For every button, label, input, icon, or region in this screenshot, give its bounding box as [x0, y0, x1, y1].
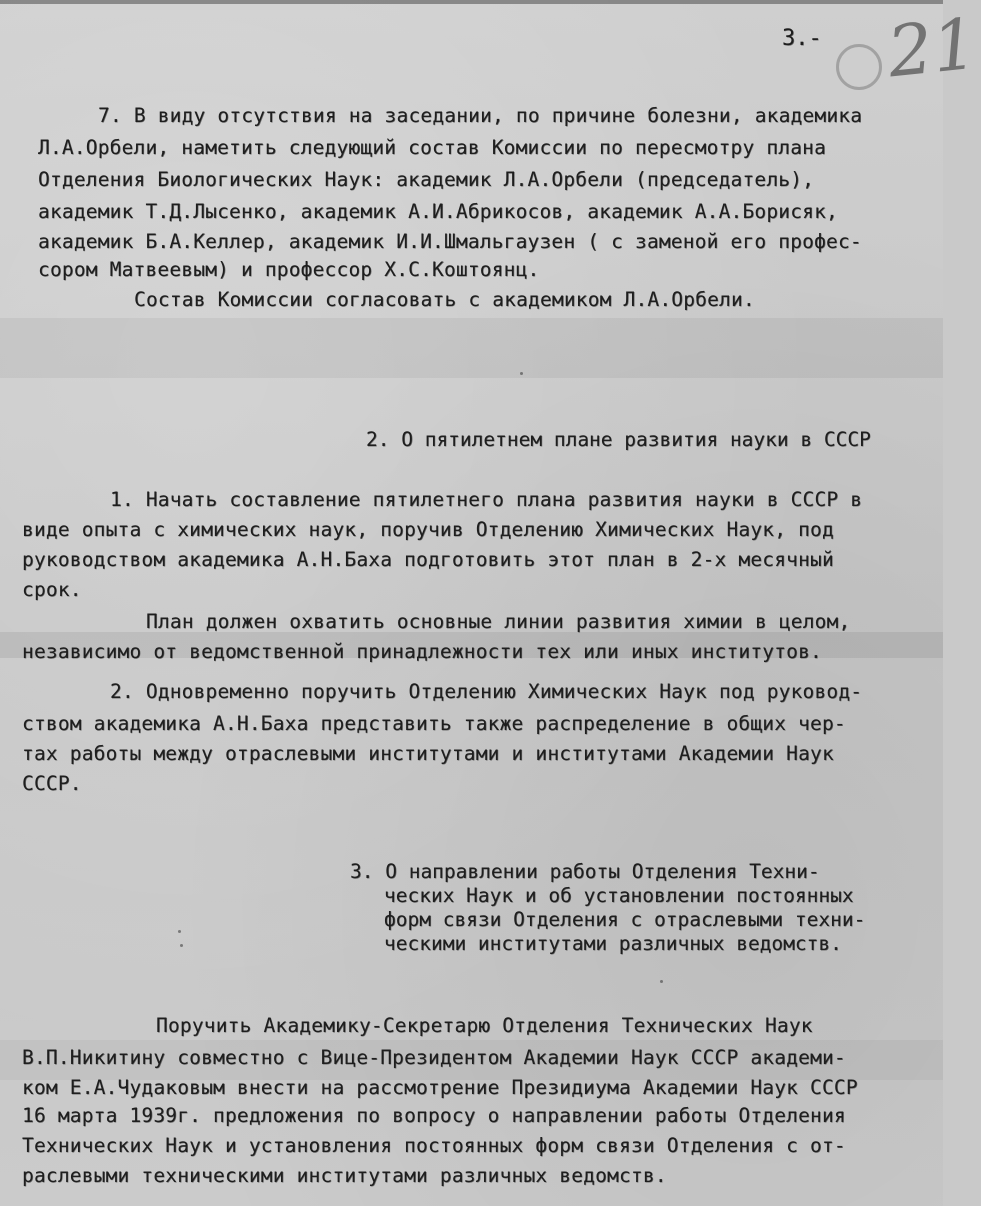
scan-speck	[520, 372, 523, 375]
text-line: Л.А.Орбели, наметить следующий состав Комиссии по пересмотру плана	[38, 136, 827, 159]
text-line: руководством академика А.Н.Баха подготовить этот план в 2-х месячный	[22, 548, 834, 571]
text-line: 2. Одновременно поручить Отделению Химических Наук под руковод-	[110, 680, 863, 703]
text-line: тах работы между отраслевыми институтами и институтами Академии Наук	[22, 742, 834, 765]
text-line: виде опыта с химических наук, поручив Отделению Химических Наук, под	[22, 518, 834, 541]
page-number: 3.-	[782, 26, 822, 51]
text-line: 16 марта 1939г. предложения по вопросу о направлении работы Отделения	[22, 1104, 846, 1127]
section-heading-line: ческими институтами различных ведомств.	[384, 932, 842, 955]
scan-speck	[180, 944, 183, 947]
text-line: срок.	[22, 578, 82, 601]
archive-stamp-mark	[836, 44, 882, 90]
handwritten-sheet-number: 21	[883, 2, 981, 94]
text-line: 1. Начать составление пятилетнего плана развития науки в СССР в	[110, 488, 863, 511]
scan-smudge	[0, 318, 943, 378]
section-heading-line: 3. О направлении работы Отделения Техни-	[350, 860, 820, 883]
text-line: Отделения Биологических Наук: академик Л.А.Орбели (председатель),	[38, 168, 815, 191]
text-line: Состав Комиссии согласовать с академиком Л.А.Орбели.	[134, 288, 755, 311]
section-heading-line: форм связи Отделения с отраслевыми техни-	[384, 908, 866, 931]
scan-speck	[660, 980, 663, 983]
text-line: СССР.	[22, 772, 82, 795]
text-line: академик Б.А.Келлер, академик И.И.Шмальгаузен ( с заменой его профес-	[38, 230, 862, 253]
text-line: В.П.Никитину совместно с Вице-Президентом Академии Наук СССР академи-	[22, 1046, 846, 1069]
text-line: ком Е.А.Чудаковым внести на рассмотрение Президиума Академии Наук СССР	[22, 1076, 858, 1099]
text-line: сором Матвеевым) и профессор Х.С.Коштоянц.	[38, 258, 540, 281]
text-line: раслевыми техническими институтами различных ведомств.	[22, 1164, 667, 1187]
text-line: Поручить Академику-Секретарю Отделения Технических Наук	[156, 1014, 813, 1037]
section-heading: 2. О пятилетнем плане развития науки в СССР	[366, 428, 871, 451]
text-line: План должен охватить основные линии развития химии в целом,	[146, 610, 851, 633]
scan-speck	[178, 930, 181, 933]
text-line: ством академика А.Н.Баха представить также распределение в общих чер-	[22, 712, 846, 735]
text-line: Технических Наук и установления постоянных форм связи Отделения с от-	[22, 1134, 846, 1157]
text-line: 7. В виду отсутствия на заседании, по причине болезни, академика	[98, 104, 863, 127]
scan-edge	[0, 0, 943, 4]
text-line: академик Т.Д.Лысенко, академик А.И.Абрикосов, академик А.А.Борисяк,	[38, 200, 838, 223]
section-heading-line: ческих Наук и об установлении постоянных	[384, 884, 854, 907]
text-line: независимо от ведомственной принадлежности тех или иных институтов.	[22, 640, 822, 663]
